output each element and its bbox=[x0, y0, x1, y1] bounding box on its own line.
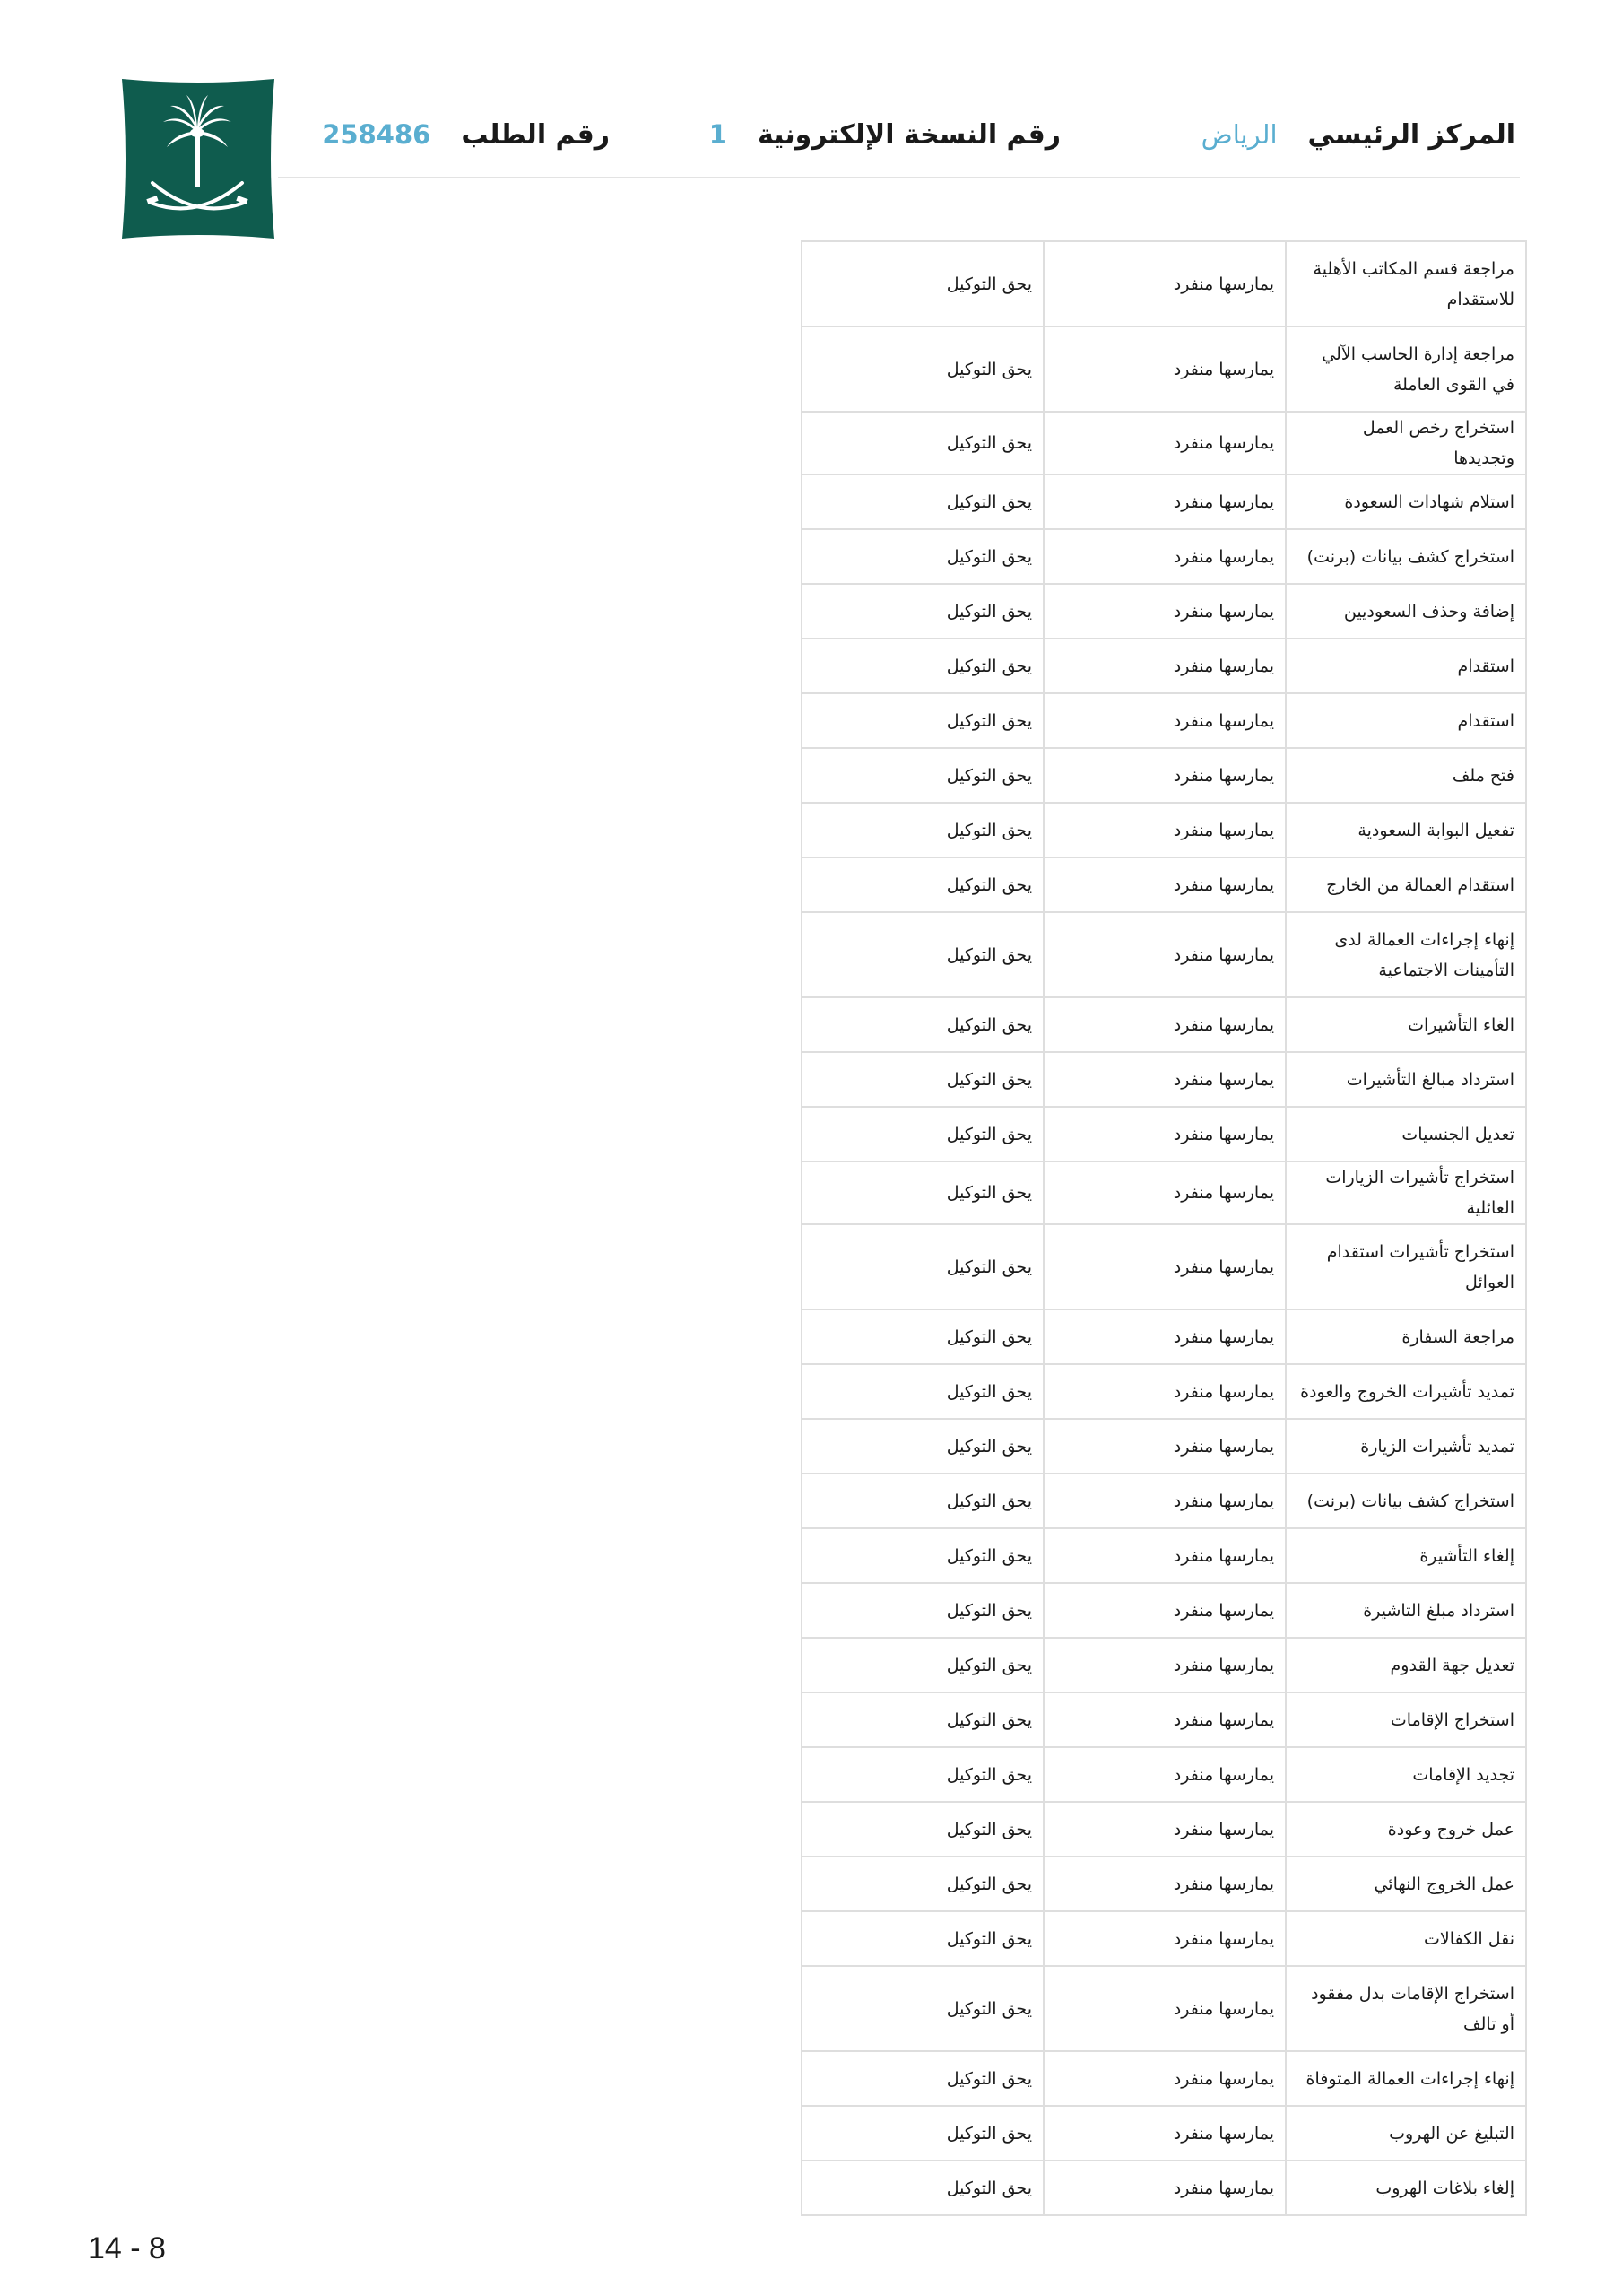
table-row bbox=[802, 529, 1526, 584]
delegation-right-cell: يحق التوكيل bbox=[802, 2161, 1044, 2215]
practice-mode-cell: يمارسها منفرد bbox=[1044, 1911, 1286, 1966]
service-cell: الغاء التأشيرات bbox=[1286, 997, 1526, 1052]
service-cell: تمديد تأشيرات الزيارة bbox=[1286, 1419, 1526, 1474]
delegation-right-cell: يحق التوكيل bbox=[802, 1419, 1044, 1474]
center-value: الرياض bbox=[1201, 119, 1278, 150]
copy-number-field bbox=[709, 108, 1061, 161]
delegation-right-cell: يحق التوكيل bbox=[802, 584, 1044, 639]
table-row bbox=[802, 2051, 1526, 2106]
table-row bbox=[802, 693, 1526, 748]
table-row bbox=[802, 1966, 1526, 2051]
practice-mode-cell: يمارسها منفرد bbox=[1044, 1161, 1286, 1224]
delegation-right-cell: يحق التوكيل bbox=[802, 1692, 1044, 1747]
practice-mode-cell: يمارسها منفرد bbox=[1044, 1692, 1286, 1747]
service-cell: استرداد مبلغ التاشيرة bbox=[1286, 1583, 1526, 1638]
table-row bbox=[802, 748, 1526, 803]
request-number-label: رقم الطلب bbox=[461, 118, 610, 151]
table-row bbox=[802, 2161, 1526, 2215]
practice-mode-cell: يمارسها منفرد bbox=[1044, 1583, 1286, 1638]
practice-mode-cell: يمارسها منفرد bbox=[1044, 1052, 1286, 1107]
practice-mode-cell: يمارسها منفرد bbox=[1044, 748, 1286, 803]
practice-mode-cell: يمارسها منفرد bbox=[1044, 997, 1286, 1052]
table-row bbox=[802, 1364, 1526, 1419]
service-cell: تعديل جهة القدوم bbox=[1286, 1638, 1526, 1692]
table-row bbox=[802, 326, 1526, 412]
service-cell: استخراج الإقامات bbox=[1286, 1692, 1526, 1747]
service-cell: إضافة وحذف السعوديين bbox=[1286, 584, 1526, 639]
document-header bbox=[323, 108, 1515, 161]
service-cell: التبليغ عن الهروب bbox=[1286, 2106, 1526, 2161]
practice-mode-cell: يمارسها منفرد bbox=[1044, 529, 1286, 584]
table-row bbox=[802, 912, 1526, 997]
table-row bbox=[802, 1857, 1526, 1911]
practice-mode-cell: يمارسها منفرد bbox=[1044, 241, 1286, 326]
powers-table bbox=[801, 240, 1527, 2216]
service-cell: استخراج كشف بيانات (برنت) bbox=[1286, 529, 1526, 584]
table-row bbox=[802, 474, 1526, 529]
delegation-right-cell: يحق التوكيل bbox=[802, 1364, 1044, 1419]
practice-mode-cell: يمارسها منفرد bbox=[1044, 912, 1286, 997]
page-number: 14 - 8 bbox=[88, 2231, 166, 2266]
practice-mode-cell: يمارسها منفرد bbox=[1044, 412, 1286, 474]
delegation-right-cell: يحق التوكيل bbox=[802, 2051, 1044, 2106]
service-cell: إنهاء إجراءات العمالة المتوفاة bbox=[1286, 2051, 1526, 2106]
delegation-right-cell: يحق التوكيل bbox=[802, 748, 1044, 803]
delegation-right-cell: يحق التوكيل bbox=[802, 1747, 1044, 1802]
delegation-right-cell: يحق التوكيل bbox=[802, 412, 1044, 474]
delegation-right-cell: يحق التوكيل bbox=[802, 912, 1044, 997]
practice-mode-cell: يمارسها منفرد bbox=[1044, 474, 1286, 529]
practice-mode-cell: يمارسها منفرد bbox=[1044, 2106, 1286, 2161]
table-row bbox=[802, 1052, 1526, 1107]
delegation-right-cell: يحق التوكيل bbox=[802, 1309, 1044, 1364]
service-cell: استقدام العمالة من الخارج bbox=[1286, 857, 1526, 912]
table-row bbox=[802, 857, 1526, 912]
service-cell: إلغاء التأشيرة bbox=[1286, 1528, 1526, 1583]
service-cell: استخراج رخص العمل وتجديدها bbox=[1286, 412, 1526, 474]
table-row bbox=[802, 803, 1526, 857]
practice-mode-cell: يمارسها منفرد bbox=[1044, 1364, 1286, 1419]
saudi-emblem-palm-swords-icon bbox=[117, 77, 278, 240]
table-row bbox=[802, 1583, 1526, 1638]
practice-mode-cell: يمارسها منفرد bbox=[1044, 803, 1286, 857]
table-row bbox=[802, 1419, 1526, 1474]
practice-mode-cell: يمارسها منفرد bbox=[1044, 1528, 1286, 1583]
delegation-right-cell: يحق التوكيل bbox=[802, 1224, 1044, 1309]
delegation-right-cell: يحق التوكيل bbox=[802, 474, 1044, 529]
delegation-right-cell: يحق التوكيل bbox=[802, 1857, 1044, 1911]
practice-mode-cell: يمارسها منفرد bbox=[1044, 1638, 1286, 1692]
service-cell: استخراج تأشيرات استقدام العوائل bbox=[1286, 1224, 1526, 1309]
request-number-value: 258486 bbox=[322, 119, 431, 150]
service-cell: استخراج الإقامات بدل مفقود أو تالف bbox=[1286, 1966, 1526, 2051]
table-row bbox=[802, 639, 1526, 693]
table-row bbox=[802, 1161, 1526, 1224]
delegation-right-cell: يحق التوكيل bbox=[802, 1966, 1044, 2051]
delegation-right-cell: يحق التوكيل bbox=[802, 1911, 1044, 1966]
service-cell: إنهاء إجراءات العمالة لدى التأمينات الاجتماعية bbox=[1286, 912, 1526, 997]
practice-mode-cell: يمارسها منفرد bbox=[1044, 2051, 1286, 2106]
copy-number-value: 1 bbox=[708, 119, 727, 150]
table-row bbox=[802, 1911, 1526, 1966]
table-row bbox=[802, 1309, 1526, 1364]
request-number-field bbox=[322, 108, 610, 161]
service-cell: تمديد تأشيرات الخروج والعودة bbox=[1286, 1364, 1526, 1419]
powers-table-body bbox=[802, 241, 1526, 2215]
delegation-right-cell: يحق التوكيل bbox=[802, 241, 1044, 326]
service-cell: تفعيل البوابة السعودية bbox=[1286, 803, 1526, 857]
table-row bbox=[802, 1747, 1526, 1802]
table-row bbox=[802, 241, 1526, 326]
copy-number-label: رقم النسخة الإلكترونية bbox=[757, 118, 1061, 151]
delegation-right-cell: يحق التوكيل bbox=[802, 1638, 1044, 1692]
table-row bbox=[802, 2106, 1526, 2161]
table-row bbox=[802, 412, 1526, 474]
delegation-right-cell: يحق التوكيل bbox=[802, 1528, 1044, 1583]
table-row bbox=[802, 1692, 1526, 1747]
delegation-right-cell: يحق التوكيل bbox=[802, 2106, 1044, 2161]
delegation-right-cell: يحق التوكيل bbox=[802, 1583, 1044, 1638]
delegation-right-cell: يحق التوكيل bbox=[802, 1802, 1044, 1857]
center-label: المركز الرئيسي bbox=[1307, 118, 1515, 151]
table-row bbox=[802, 1107, 1526, 1161]
practice-mode-cell: يمارسها منفرد bbox=[1044, 1747, 1286, 1802]
practice-mode-cell: يمارسها منفرد bbox=[1044, 857, 1286, 912]
practice-mode-cell: يمارسها منفرد bbox=[1044, 2161, 1286, 2215]
service-cell: عمل خروج وعودة bbox=[1286, 1802, 1526, 1857]
service-cell: عمل الخروج النهائي bbox=[1286, 1857, 1526, 1911]
service-cell: مراجعة قسم المكاتب الأهلية للاستقدام bbox=[1286, 241, 1526, 326]
practice-mode-cell: يمارسها منفرد bbox=[1044, 693, 1286, 748]
practice-mode-cell: يمارسها منفرد bbox=[1044, 1107, 1286, 1161]
delegation-right-cell: يحق التوكيل bbox=[802, 857, 1044, 912]
center-field bbox=[1201, 108, 1515, 161]
practice-mode-cell: يمارسها منفرد bbox=[1044, 1309, 1286, 1364]
delegation-right-cell: يحق التوكيل bbox=[802, 1107, 1044, 1161]
table-row bbox=[802, 997, 1526, 1052]
service-cell: استقدام bbox=[1286, 693, 1526, 748]
service-cell: استخراج كشف بيانات (برنت) bbox=[1286, 1474, 1526, 1528]
delegation-right-cell: يحق التوكيل bbox=[802, 1474, 1044, 1528]
delegation-right-cell: يحق التوكيل bbox=[802, 997, 1044, 1052]
delegation-right-cell: يحق التوكيل bbox=[802, 1052, 1044, 1107]
table-row bbox=[802, 1638, 1526, 1692]
delegation-right-cell: يحق التوكيل bbox=[802, 1161, 1044, 1224]
practice-mode-cell: يمارسها منفرد bbox=[1044, 1802, 1286, 1857]
service-cell: استرداد مبالغ التأشيرات bbox=[1286, 1052, 1526, 1107]
service-cell: استقدام bbox=[1286, 639, 1526, 693]
practice-mode-cell: يمارسها منفرد bbox=[1044, 1857, 1286, 1911]
delegation-right-cell: يحق التوكيل bbox=[802, 639, 1044, 693]
practice-mode-cell: يمارسها منفرد bbox=[1044, 1474, 1286, 1528]
table-row bbox=[802, 584, 1526, 639]
practice-mode-cell: يمارسها منفرد bbox=[1044, 639, 1286, 693]
practice-mode-cell: يمارسها منفرد bbox=[1044, 1419, 1286, 1474]
header-divider bbox=[278, 177, 1520, 178]
table-row bbox=[802, 1224, 1526, 1309]
delegation-right-cell: يحق التوكيل bbox=[802, 326, 1044, 412]
table-row bbox=[802, 1802, 1526, 1857]
table-row bbox=[802, 1528, 1526, 1583]
service-cell: تعديل الجنسيات bbox=[1286, 1107, 1526, 1161]
service-cell: تجديد الإقامات bbox=[1286, 1747, 1526, 1802]
practice-mode-cell: يمارسها منفرد bbox=[1044, 1966, 1286, 2051]
practice-mode-cell: يمارسها منفرد bbox=[1044, 584, 1286, 639]
service-cell: إلغاء بلاغات الهروب bbox=[1286, 2161, 1526, 2215]
practice-mode-cell: يمارسها منفرد bbox=[1044, 326, 1286, 412]
delegation-right-cell: يحق التوكيل bbox=[802, 693, 1044, 748]
delegation-right-cell: يحق التوكيل bbox=[802, 803, 1044, 857]
service-cell: مراجعة إدارة الحاسب الآلي في القوى العاملة bbox=[1286, 326, 1526, 412]
table-row bbox=[802, 1474, 1526, 1528]
service-cell: استلام شهادات السعودة bbox=[1286, 474, 1526, 529]
service-cell: فتح ملف bbox=[1286, 748, 1526, 803]
service-cell: مراجعة السفارة bbox=[1286, 1309, 1526, 1364]
practice-mode-cell: يمارسها منفرد bbox=[1044, 1224, 1286, 1309]
saudi-emblem-logo bbox=[117, 77, 278, 240]
service-cell: استخراج تأشيرات الزيارات العائلية bbox=[1286, 1161, 1526, 1224]
delegation-right-cell: يحق التوكيل bbox=[802, 529, 1044, 584]
service-cell: نقل الكفالات bbox=[1286, 1911, 1526, 1966]
